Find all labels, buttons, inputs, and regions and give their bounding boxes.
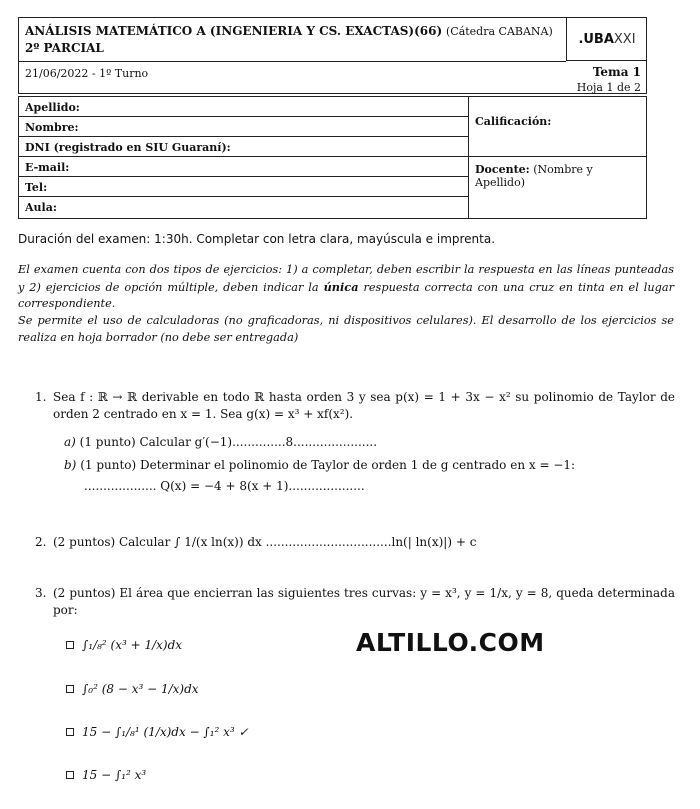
q3-option-4-text: 15 − ∫₁² x³: [82, 768, 147, 782]
q1-number: 1.: [35, 390, 47, 404]
hoja: Hoja 1 de 2: [576, 81, 641, 94]
instr-p1-bold: única: [323, 279, 359, 294]
instr-p1-end: respuesta correcta con una cruz en tinta en el lugar correspondiente.: [18, 280, 675, 310]
q3-option-1[interactable]: [66, 638, 182, 652]
q3-option-2[interactable]: [66, 682, 199, 696]
logo-uba: .UBA: [578, 31, 614, 47]
q3-option-3[interactable]: [66, 725, 249, 739]
q1-item-a: [64, 435, 377, 449]
field-apellido: Apellido:: [19, 97, 468, 117]
field-dni: DNI (registrado en SIU Guaraní):: [19, 137, 468, 157]
instructions-para-2: Se permite el uso de calculadoras (no graficadoras, ni dispositivos celulares). El desarrollo de los ejercicios se realiza en hoja borrador (no debe ser entregada): [18, 314, 674, 344]
uba-xxi-logo: [566, 18, 647, 61]
q1-item-b: [64, 458, 575, 472]
field-email: E-mail:: [19, 157, 468, 177]
parcial-label: 2º PARCIAL: [25, 41, 104, 55]
q1a-label: a): [64, 435, 76, 449]
field-tel: Tel:: [19, 177, 468, 197]
q3-option-3-text: 15 − ∫₁/₈¹ (1/x)dx − ∫₁² x³ ✓: [82, 725, 249, 739]
tema: Tema 1: [592, 65, 641, 79]
checkbox[interactable]: [66, 685, 74, 693]
checkbox[interactable]: [66, 771, 74, 779]
right-divider: [468, 156, 647, 157]
q3-option-2-text: ∫₀² (8 − x³ − 1/x)dx: [82, 682, 199, 696]
q1b-text: (1 punto) Determinar el polinomio de Taylor de orden 1 de g centrado en x = −1:: [80, 458, 576, 472]
student-info-box: [18, 96, 647, 219]
q1a-text: (1 punto) Calcular g′(−1)..............8......................: [79, 435, 378, 449]
exam-duration: Duración del examen: 1:30h. Completar con letra clara, mayúscula e imprenta.: [18, 232, 496, 246]
q3-option-1-text: ∫₁/₈² (x³ + 1/x)dx: [82, 638, 183, 652]
q3-text: (2 puntos) El área que encierran las siguientes tres curvas: y = x³, y = 1/x, y = 8, queda determinada por:: [53, 586, 675, 617]
vertical-divider: [468, 97, 469, 218]
catedra: (Cátedra CABANA): [445, 25, 553, 38]
field-docente: [475, 163, 646, 189]
instructions-para-1: [18, 262, 674, 313]
q2-number: 2.: [35, 535, 47, 549]
field-aula: Aula:: [25, 201, 57, 214]
course-title: [25, 23, 565, 57]
exam-header: [18, 17, 647, 94]
q1-text: Sea f : ℝ → ℝ derivable en todo ℝ hasta orden 3 y sea p(x) = 1 + 3x − x² su polinomio de Taylor de orden 2 centrado en x = 1. Sea g(x) = x³ + xf(x²).: [53, 390, 675, 421]
field-nombre: Nombre:: [19, 117, 468, 137]
logo-xxi: XXI: [613, 31, 636, 47]
q1b-answer: ................... Q(x) = −4 + 8(x + 1)....................: [84, 479, 365, 493]
course-name: ANÁLISIS MATEMÁTICO A (INGENIERIA Y CS. EXACTAS)(66): [25, 24, 443, 38]
q1b-label: b): [64, 458, 77, 472]
docente-label: Docente:: [475, 163, 530, 176]
exam-date: 21/06/2022 - 1º Turno: [25, 67, 149, 80]
field-calificacion: Calificación:: [475, 115, 552, 128]
header-divider: [19, 61, 566, 62]
docente-hint: (Nombre y Apellido): [475, 163, 593, 189]
instr-p1-start: El examen cuenta con dos tipos de ejercicios: 1) a completar, deben escribir la respuesta en las líneas punteadas y 2) ejercicios de opción múltiple, deben indicar la: [18, 263, 674, 294]
altillo-watermark: ALTILLO.COM: [356, 628, 545, 657]
q2-text: (2 puntos) Calcular ∫ 1/(x ln(x)) dx .................................ln(| ln(x)|) + c: [53, 535, 477, 549]
tema-info: [577, 65, 641, 95]
checkbox[interactable]: [66, 641, 74, 649]
checkbox[interactable]: [66, 728, 74, 736]
q3-number: 3.: [35, 586, 47, 600]
q3-option-4[interactable]: [66, 768, 146, 782]
